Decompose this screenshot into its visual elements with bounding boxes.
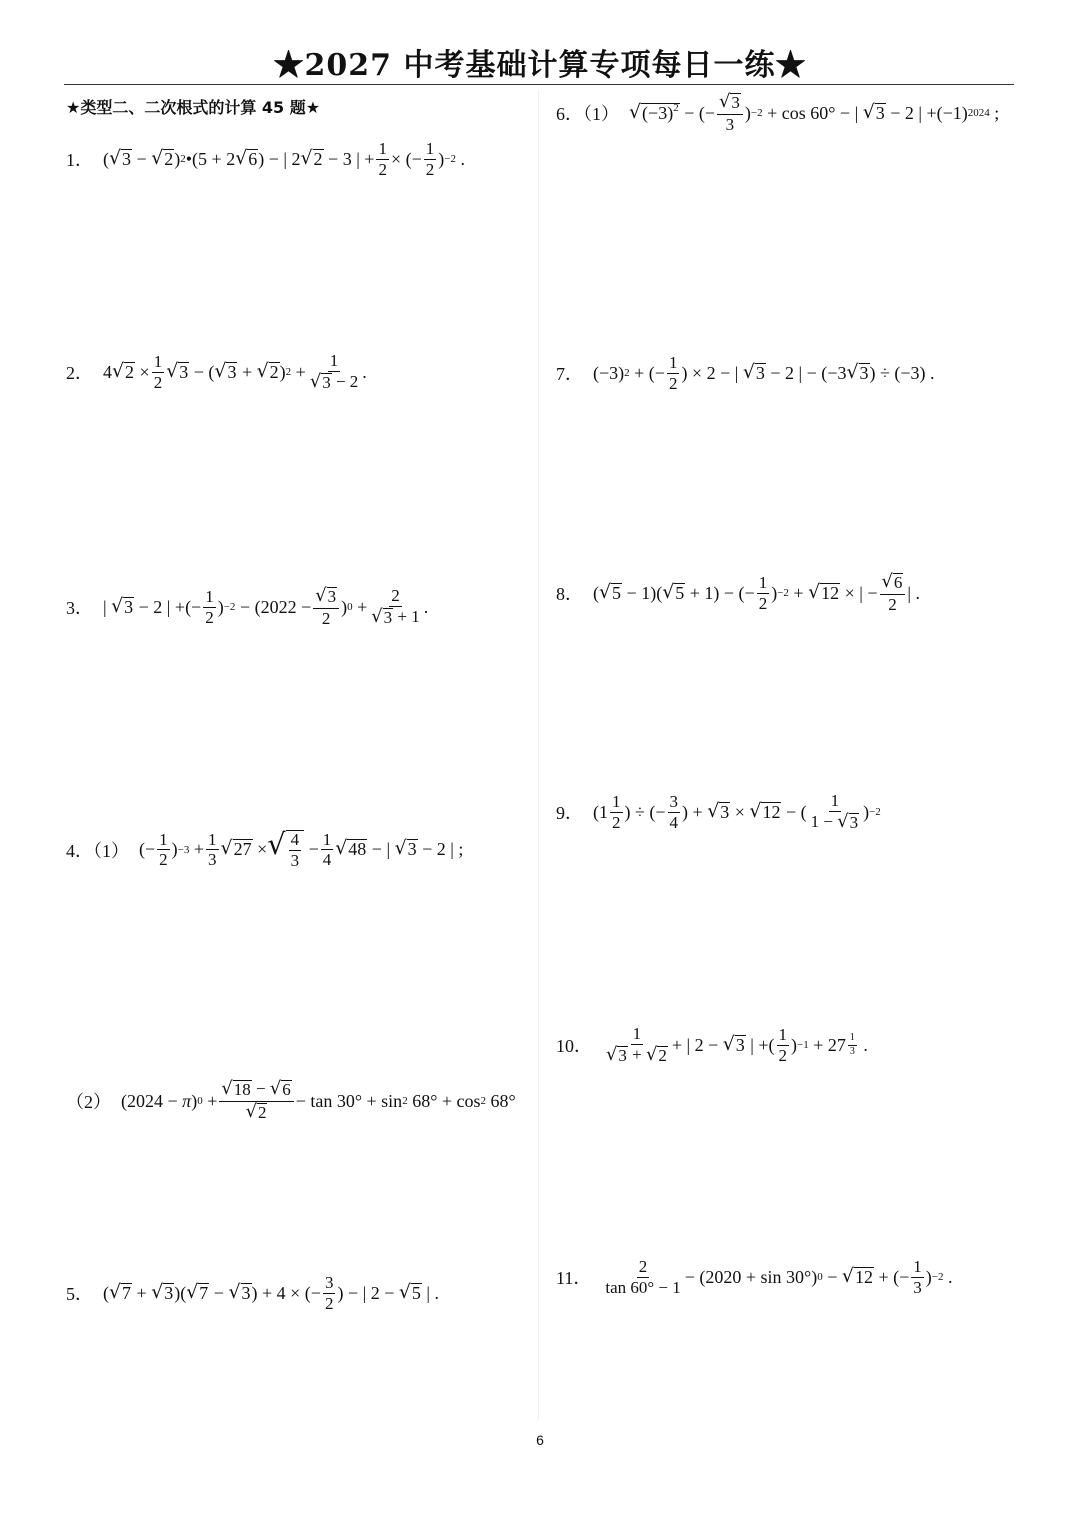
problem-number: 7． [556, 364, 583, 385]
problem-5 [66, 1274, 439, 1313]
problem-10 [556, 1025, 868, 1066]
problem-number: 3． [66, 598, 93, 619]
problem-7 [556, 354, 935, 393]
problem-number: 6．（1） [556, 104, 619, 125]
page-number: 6 [536, 1432, 544, 1448]
problem-number: 4．（1） [66, 840, 129, 861]
problem-8 [556, 573, 920, 614]
problem-9 [556, 792, 881, 833]
problem-5-expression: ( √ 7 + √ 3 )( √ 7 − √ 3 ) + 4 × (− $\frac{3}{2}$ ) − | 2 − √ 5 | . [103, 1273, 440, 1313]
title-rule [64, 84, 1014, 85]
problem-number: 11． [556, 1268, 592, 1289]
problem-7-expression: (−3) 2 + (− $\frac{1}{2}$ ) × 2 − | √ 3 − 2 | − (−3 √ 3 ) ÷ (−3) . [593, 353, 935, 393]
problem-2 [66, 352, 367, 393]
section-heading: ★类型二、二次根式的计算 45 题★ [66, 98, 321, 117]
problem-number: 10． [556, 1036, 592, 1057]
problem-4-part-1 [66, 827, 464, 870]
page-title: ★2027 中考基础计算专项每日一练★ [273, 48, 807, 83]
problem-number: 8． [556, 584, 583, 605]
problem-3 [66, 587, 428, 628]
problem-number: 1． [66, 150, 93, 171]
problem-number: 9． [556, 803, 583, 824]
problem-number: （2） [66, 1092, 111, 1113]
problem-2-expression: 4 √ 2 × $\frac{1}{2}$ √ 3 − ( √ 3 + √ 2 ) 2 + 1 √ 3 − 2 . [103, 351, 367, 392]
problem-3-expression: | √ 3 − 2 | +(− $\frac{1}{2}$ ) −2 − (2022 − √ 3 2 ) 0 + 2 √ 3 + 1 . [103, 585, 429, 628]
problem-6-1-expression: √ $(-3)^2$ − (− √ 3 3 ) −2 + cos 60° − | √ 3 − 2 | +(−1) 2024 ; [629, 91, 1000, 134]
column-divider [538, 90, 539, 1420]
problem-number: 2． [66, 363, 93, 384]
problem-11 [556, 1258, 952, 1297]
problem-11-expression: $\frac{2}{\tan 60^\circ - 1}$ − (2020 + sin 30°) 0 − √ 12 + (− $\frac{1}{3}$ ) −2 . [605, 1257, 953, 1297]
problem-1-expression: ( √ 3 − √ 2 ) 2 •(5 + 2 √ 6 ) − | 2 √ 2 − 3 | + $\frac{1}{2}$ × (− $\frac{1}{2}$ ) −2 . [103, 139, 465, 179]
problem-4-part-2 [66, 1080, 516, 1122]
problem-10-expression: 1 √ 3 + √ 2 + | 2 − √ 3 | +( $\frac{1}{2}$ ) −1 + 27 $\frac{1}{3}$ . [606, 1024, 868, 1065]
problem-number: 5． [66, 1284, 93, 1305]
problem-1 [66, 140, 465, 179]
problem-9-expression: (1 $\frac{1}{2}$ ) ÷ (− $\frac{3}{4}$ ) + √ 3 × √ 12 − ( 1 1 − √ 3 ) −2 [593, 791, 881, 832]
problem-6-part-1 [556, 93, 999, 134]
problem-8-expression: ( √ 5 − 1)( √ 5 + 1) − (− $\frac{1}{2}$ ) −2 + √ 12 × | − √ 6 2 | . [593, 571, 920, 614]
problem-4-2-expression: (2024 − π ) 0 + √ 18 − √ 6 √ 2 − tan 30° + sin 2 68° + cos 2 68° [121, 1078, 516, 1122]
problem-4-1-expression: (− $\frac{1}{2}$ ) −3 + $\frac{1}{3}$ √ 27 × √ $\frac{4}{3}$ − $\frac{1}{4}$ √ 48 − | √ 3 − 2 | ; [139, 827, 464, 870]
